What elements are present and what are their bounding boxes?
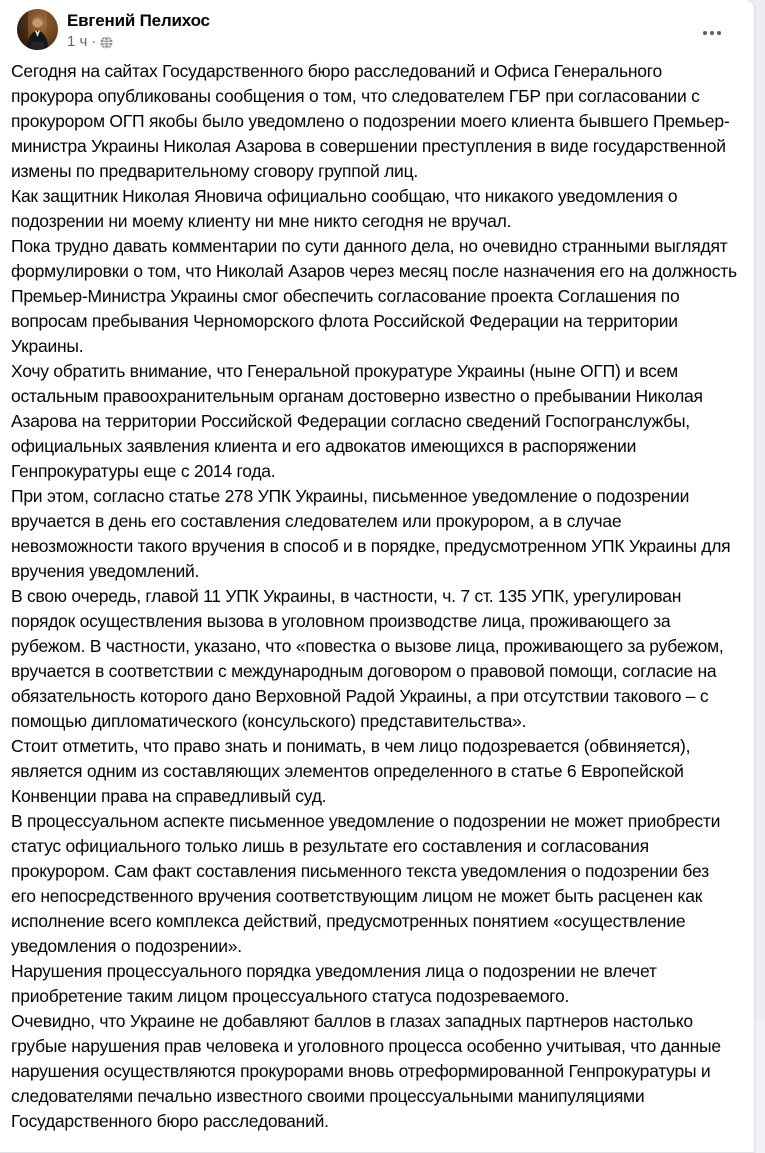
header-meta [67,9,210,51]
timestamp[interactable]: 1 ч [67,33,88,50]
avatar-photo [17,9,58,50]
post-meta-row [67,33,210,51]
post-paragraph: Сегодня на сайтах Государственного бюро расследований и Офиса Генерального прокурора опубликованы сообщения о том, что следователем ГБР при согласовании с прокурором ОГП якобы было уведомлено о подозрении моего клиента бывшего Премьер-министра Украины Николая Азарова в совершении преступления в виде государственной измены по предварительному сговору группой лиц. [11,61,730,181]
post-paragraph: Пока трудно давать комментарии по сути данного дела, но очевидно странными выглядят формулировки о том, что Николай Азаров через месяц после назначения его на должность Премьер-Министра Украины смог обеспечить согласование проекта Соглашения по вопросам пребывания Черноморского флота Российской Федерации на территории Украины. [11,236,737,356]
post-paragraph: Как защитник Николая Яновича официально сообщаю, что никакого уведомления о подозрении ни моему клиенту ни мне никто сегодня не вручал. [11,186,678,231]
meta-separator: · [91,33,97,50]
post-paragraph: При этом, согласно статье 278 УПК Украины, письменное уведомление о подозрении вручается в день его составления следователем или прокурором, а в случае невозможности такого вручения в способ и в порядке, предусмотренном УПК Украины для вручения уведомлений. [11,486,731,581]
more-options-button[interactable] [694,19,730,47]
post-paragraph: Хочу обратить внимание, что Генеральной прокуратуре Украины (ныне ОГП) и всем остальным правоохранительным органам достоверно известно о пребывании Николая Азарова на территории Российской Федерации согласно сведений Госпогранслужбы, официальных заявления клиента и его адвокатов имеющихся в распоряжении Генпрокуратуры еще с 2014 года. [11,361,703,481]
author-avatar[interactable] [17,9,58,50]
globe-icon [100,36,113,49]
author-name[interactable]: Евгений Пелихос [67,11,210,30]
post-paragraph: Очевидно, что Украине не добавляют баллов в глазах западных партнеров настолько грубые нарушения прав человека и уголовного процесса особенно учитывая, что данные нарушения осуществляются прокурорами вновь отреформированной Генпрокуратуры и следователями печально известного своими процессуальными манипуляциями Государственного бюро расследований. [11,1011,721,1131]
post-header [0,0,754,56]
post-text [0,56,754,1152]
post-paragraph: Нарушения процессуального порядка уведомления лица о подозрении не влечет приобретение таким лицом процессуального статуса подозреваемого. [11,961,657,1006]
post-paragraph: В процессуальном аспекте письменное уведомление о подозрении не может приобрести статус официального только лишь в результате его составления и согласования прокурором. Сам факт составления письменного текста уведомления о подозрении без его непосредственного вручения соответствующим лицом не может быть расценен как исполнение всего комплекса действий, предусмотренных понятием «осуществление уведомления о подозрении». [11,811,721,956]
post-paragraph: В свою очередь, главой 11 УПК Украины, в частности, ч. 7 ст. 135 УПК, урегулирован порядок осуществления вызова в уголовном производстве лица, проживающего за рубежом. В частности, указано, что «повестка о вызове лица, проживающего за рубежом, вручается в соответствии с международным договором о правовой помощи, согласие на обязательность которого дано Верховной Радой Украины, а при отсутствии такового – с помощью дипломатического (консульского) представительства». [11,586,724,731]
ellipsis-icon [703,31,721,35]
post-paragraph: Стоит отметить, что право знать и понимать, в чем лицо подозревается (обвиняется), является одним из составляющих элементов определенного в статье 6 Европейской Конвенции права на справедливый суд. [11,736,691,806]
